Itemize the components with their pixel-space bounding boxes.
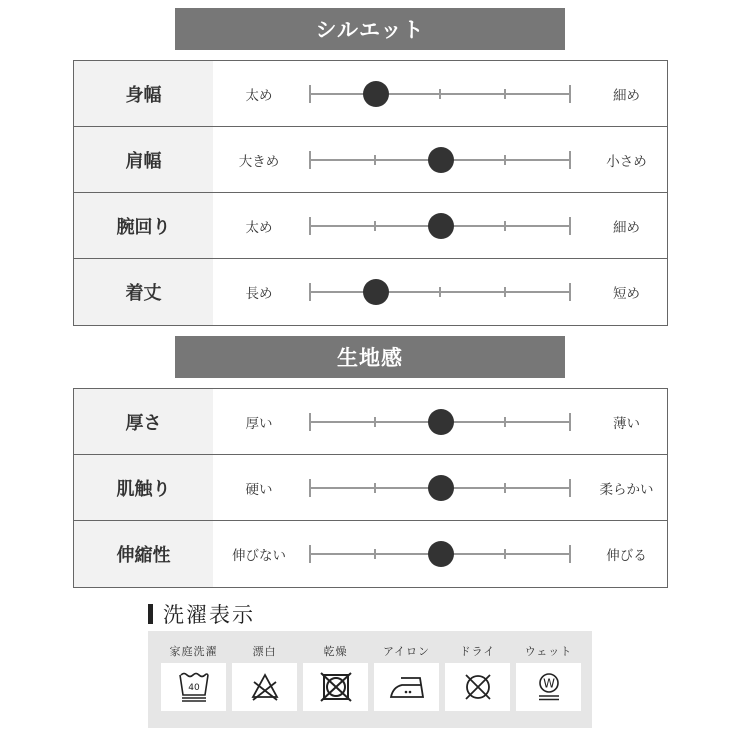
scale-tick <box>504 483 506 493</box>
scale-left-text: 硬い <box>245 481 273 498</box>
care-item-dry <box>303 631 368 728</box>
fabric-title: 生地感 <box>337 346 403 370</box>
row-label: 厚さ <box>74 389 213 454</box>
scale-marker <box>363 279 389 305</box>
scale-tick <box>569 545 571 563</box>
scale-tick <box>309 283 311 301</box>
scale-right-text: 細め <box>613 87 640 104</box>
row-label: 腕回り <box>74 193 213 258</box>
scale-tick <box>309 217 311 235</box>
row-label: 肌触り <box>74 455 213 520</box>
wash-tub-40-icon <box>161 663 226 711</box>
scale-tick <box>504 287 506 297</box>
row-label: 着丈 <box>74 259 213 325</box>
scale-marker <box>428 475 454 501</box>
fabric-header <box>175 336 565 378</box>
scale-tick <box>569 283 571 301</box>
care-label: 乾燥 <box>323 645 348 658</box>
care-label: 家庭洗濯 <box>169 645 218 658</box>
no-tumble-dry-icon <box>303 663 368 711</box>
table-row <box>74 127 667 193</box>
care-item-dry-clean <box>445 631 510 728</box>
laundry-title <box>148 600 255 628</box>
scale-tick <box>374 417 376 427</box>
scale-tick <box>504 155 506 165</box>
scale-tick <box>439 287 441 297</box>
care-label: ドライ <box>459 645 496 658</box>
scale-tick <box>309 479 311 497</box>
care-item-home-wash <box>161 631 226 728</box>
table-row <box>74 193 667 259</box>
scale-tick <box>309 85 311 103</box>
scale-tick <box>569 85 571 103</box>
scale-right-text: 細め <box>613 219 640 236</box>
scale-left-text: 長め <box>245 286 273 302</box>
rating-scale <box>309 84 571 104</box>
silhouette-header <box>175 8 565 50</box>
scale-right-text: 小さめ <box>606 153 647 170</box>
scale-right-text: 短め <box>613 286 640 302</box>
rating-scale <box>309 478 571 498</box>
laundry-care-panel <box>148 631 592 728</box>
scale-marker <box>428 147 454 173</box>
rating-scale <box>309 216 571 236</box>
row-label: 身幅 <box>74 61 213 126</box>
scale-marker <box>428 541 454 567</box>
iron-medium-icon <box>374 663 439 711</box>
care-label: ウェット <box>524 645 573 658</box>
silhouette-table <box>73 60 668 326</box>
table-row <box>74 389 667 455</box>
title-bar-marker <box>148 604 153 624</box>
scale-left-text: 太め <box>245 87 273 104</box>
rating-scale <box>309 544 571 564</box>
scale-tick <box>504 417 506 427</box>
scale-marker <box>428 213 454 239</box>
scale-tick <box>569 151 571 169</box>
care-item-bleach <box>232 631 297 728</box>
scale-tick <box>569 217 571 235</box>
row-label: 伸縮性 <box>74 521 213 587</box>
row-label: 肩幅 <box>74 127 213 192</box>
rating-scale <box>309 150 571 170</box>
scale-right-text: 伸びる <box>606 548 647 564</box>
wet-clean-gentle-icon <box>516 663 581 711</box>
scale-left-text: 太め <box>245 219 273 236</box>
care-label: 漂白 <box>252 645 277 658</box>
silhouette-title: シルエット <box>315 18 425 42</box>
rating-scale <box>309 412 571 432</box>
scale-tick <box>569 413 571 431</box>
scale-tick <box>504 221 506 231</box>
scale-left-text: 厚い <box>245 415 273 432</box>
scale-left-text: 伸びない <box>232 548 286 564</box>
scale-tick <box>504 549 506 559</box>
table-row <box>74 455 667 521</box>
scale-tick <box>374 549 376 559</box>
scale-marker <box>428 409 454 435</box>
table-row <box>74 521 667 587</box>
scale-tick <box>439 89 441 99</box>
scale-tick <box>309 151 311 169</box>
scale-right-text: 柔らかい <box>599 481 654 498</box>
table-row <box>74 259 667 325</box>
laundry-title-text: 洗濯表示 <box>163 603 255 627</box>
scale-tick <box>504 89 506 99</box>
svg-text:W: W <box>542 676 555 691</box>
scale-left-text: 大きめ <box>238 153 280 170</box>
scale-tick <box>374 155 376 165</box>
scale-tick <box>374 483 376 493</box>
rating-scale <box>309 282 571 302</box>
scale-tick <box>309 413 311 431</box>
scale-tick <box>374 221 376 231</box>
scale-tick <box>569 479 571 497</box>
care-label: アイロン <box>382 645 430 658</box>
table-row <box>74 61 667 127</box>
scale-right-text: 薄い <box>613 415 640 432</box>
care-item-iron <box>374 631 439 728</box>
no-dry-clean-icon <box>445 663 510 711</box>
scale-marker <box>363 81 389 107</box>
care-item-wet <box>516 631 581 728</box>
fabric-table <box>73 388 668 588</box>
svg-text:40: 40 <box>187 683 200 693</box>
scale-tick <box>309 545 311 563</box>
no-bleach-icon <box>232 663 297 711</box>
